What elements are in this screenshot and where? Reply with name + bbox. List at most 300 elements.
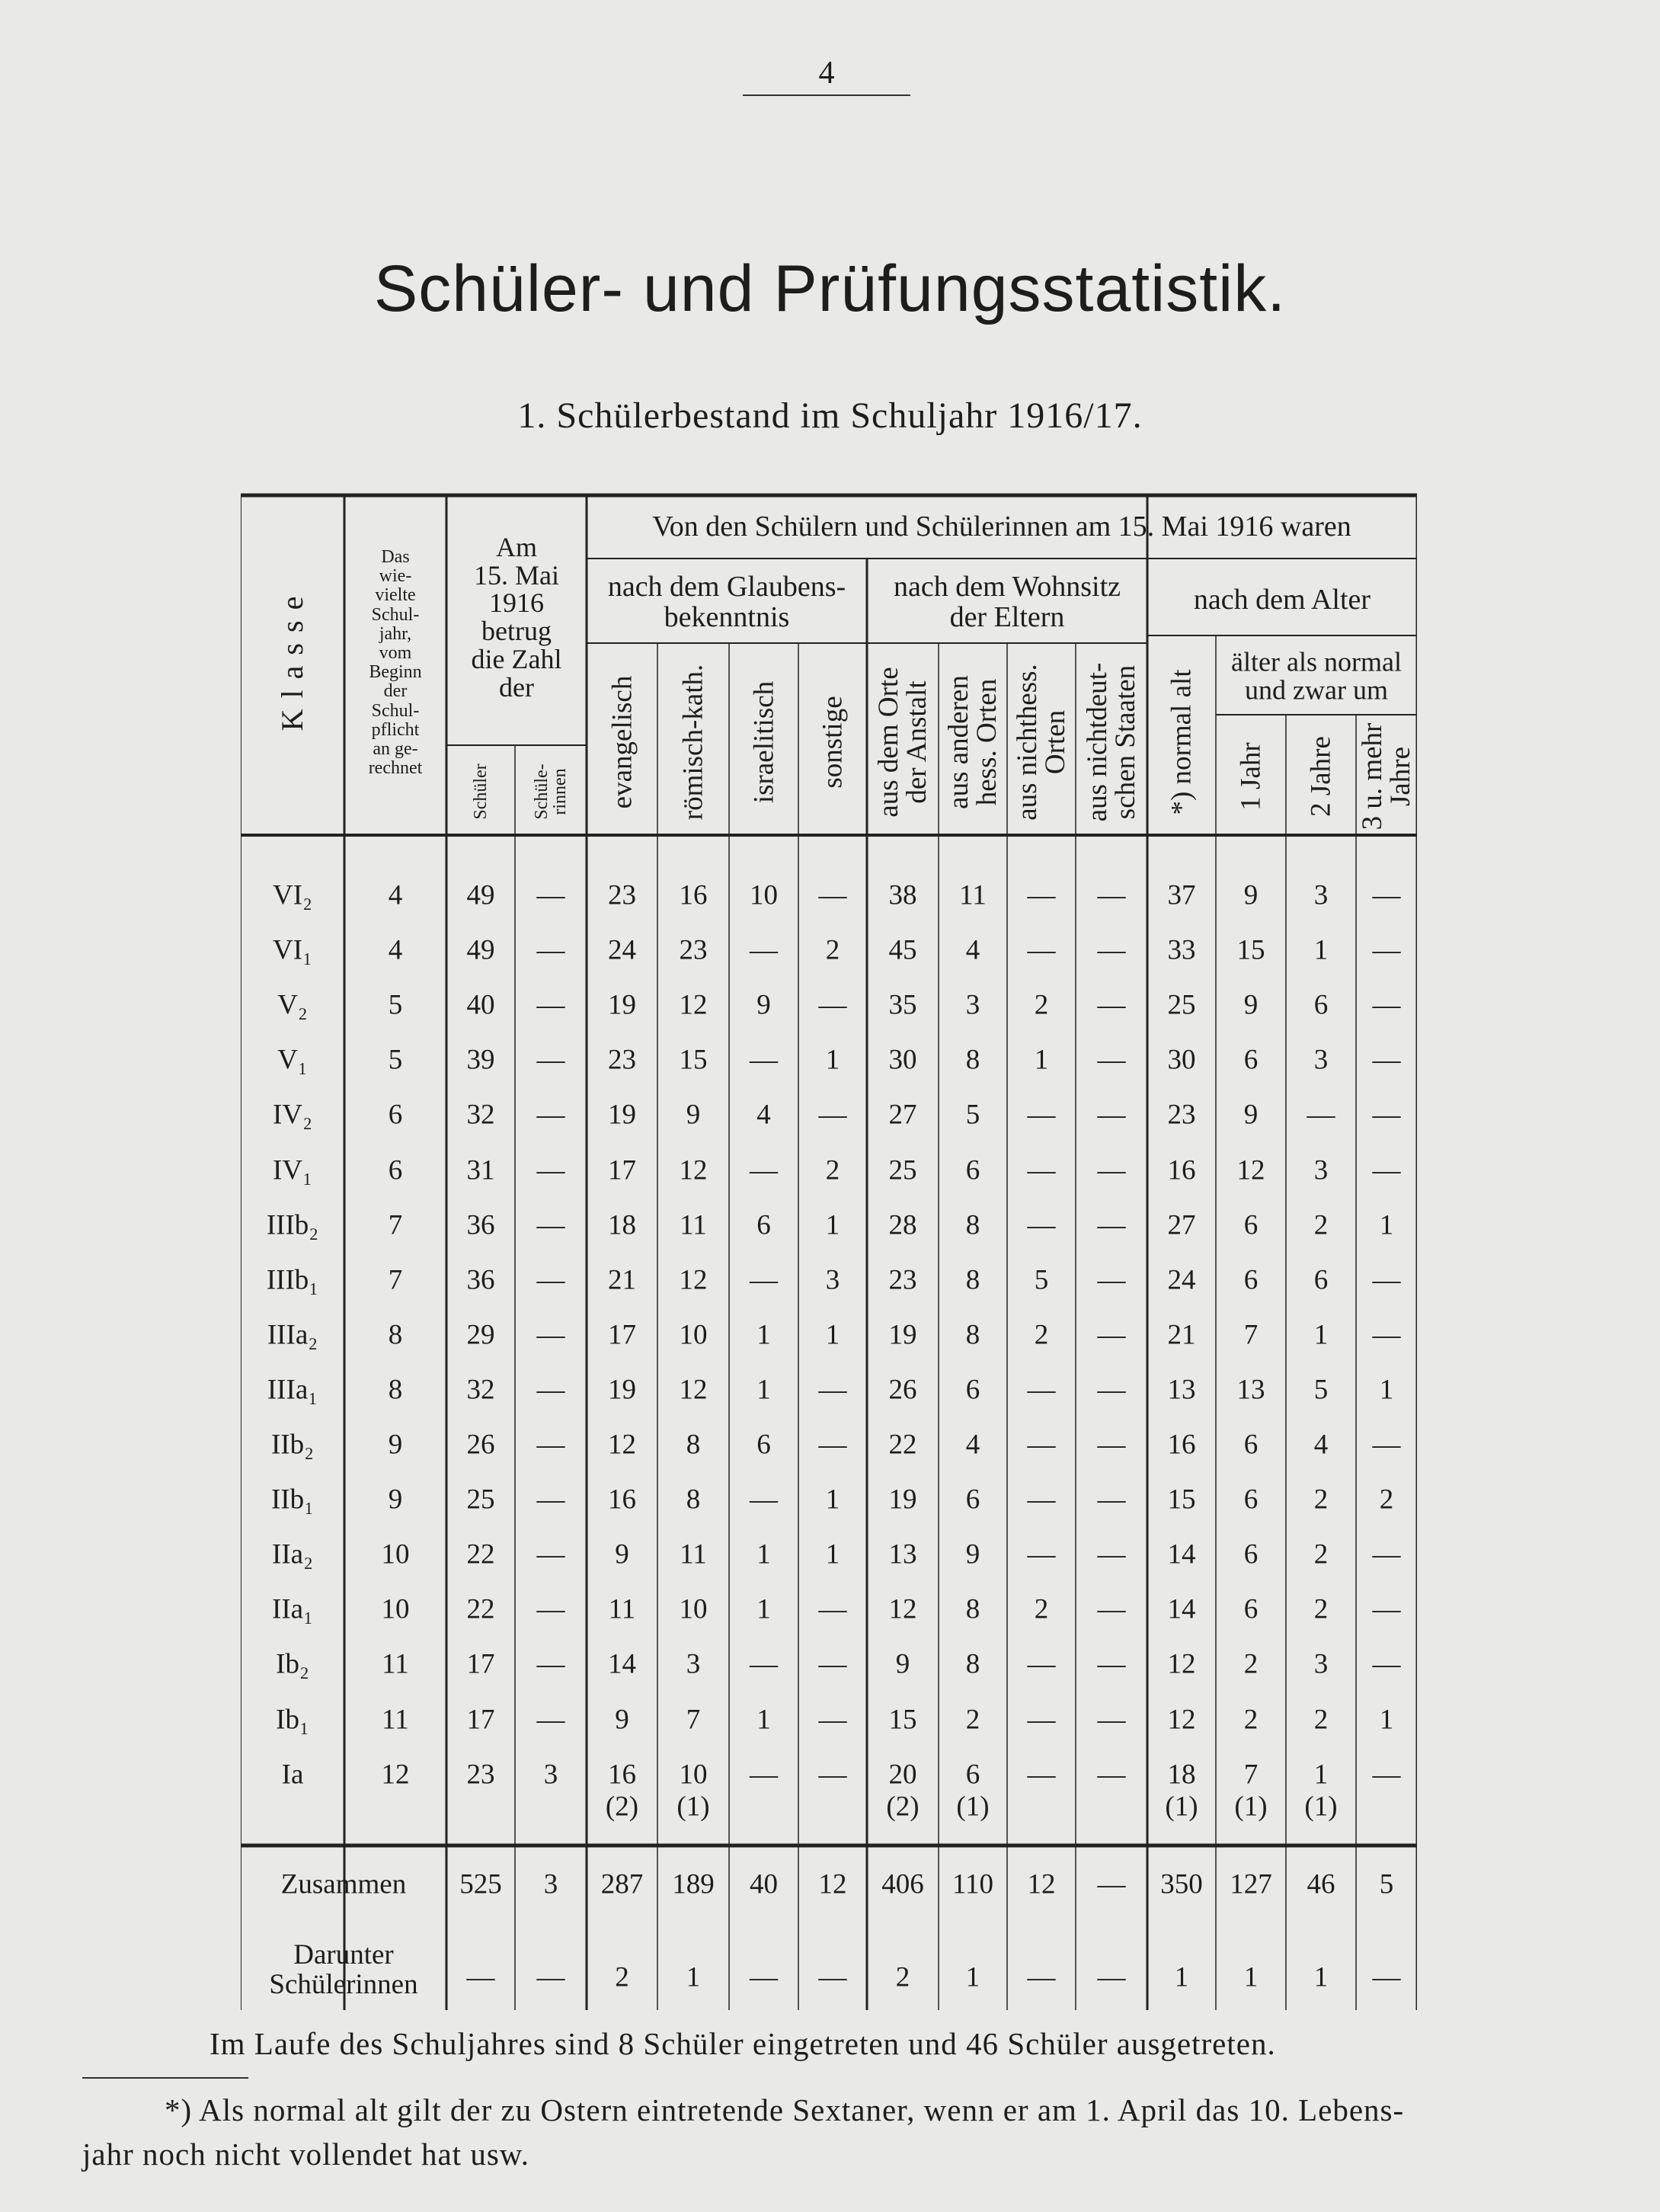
table-cell: 15	[888, 1704, 917, 1736]
table-cell: 1	[1379, 1704, 1394, 1736]
table-cell: —	[536, 879, 565, 911]
table-cell: 1	[825, 1538, 840, 1570]
header-roemisch-katholisch: römisch-kath.	[677, 664, 709, 821]
table-cell: 9	[895, 1648, 910, 1680]
table-cell: 21	[608, 1264, 636, 1296]
table-cell: —	[536, 989, 565, 1021]
footnote-line-2: jahr noch nicht vollendet hat usw.	[82, 2137, 529, 2172]
table-cell: 10	[750, 879, 778, 911]
table-cell: 37	[1167, 879, 1196, 911]
header-nach-dem-alter: nach dem Alter	[1193, 584, 1371, 616]
table-cell: 1	[756, 1593, 771, 1625]
table-cell: —	[818, 1374, 847, 1406]
table-cell: —	[536, 1374, 565, 1406]
table-cell: 8	[686, 1484, 701, 1516]
table-cell: —	[1372, 989, 1401, 1021]
table-cell: 2	[1313, 1209, 1329, 1241]
table-cell: —	[818, 1593, 847, 1625]
footnote-rule	[82, 2077, 248, 2079]
table-cell: 45	[888, 934, 917, 966]
header-3-und-mehr-jahre: 3 u. mehr Jahre	[1357, 722, 1416, 831]
table-cell: —	[1097, 1704, 1126, 1736]
table-cell: 3	[1313, 1044, 1329, 1076]
table-cell: 17	[466, 1648, 495, 1680]
table-cell: 38	[888, 879, 917, 911]
total-cell: 46	[1307, 1868, 1335, 1900]
table-cell: 4	[1313, 1429, 1329, 1461]
table-cell: 25	[466, 1484, 495, 1516]
class-label: Ib₂	[276, 1648, 309, 1680]
table-cell-girls-sub: (2)	[886, 1791, 920, 1823]
table-cell: 12	[1236, 1154, 1265, 1186]
table-cell: 10	[381, 1538, 410, 1570]
table-cell: 3	[1313, 1648, 1329, 1680]
table-cell: 6	[1243, 1484, 1259, 1516]
table-cell: 6	[756, 1209, 771, 1241]
table-cell: 12	[679, 1374, 708, 1406]
total-cell: 110	[952, 1868, 994, 1900]
class-label: VI₂	[273, 879, 312, 911]
header-ort-der-anstalt: aus dem Orte der Anstalt	[873, 667, 932, 818]
table-cell: —	[1097, 1099, 1126, 1131]
table-cell: —	[1372, 1044, 1401, 1076]
table-cell: 9	[615, 1704, 629, 1736]
table-cell: —	[1027, 1648, 1056, 1680]
table-cell: 9	[965, 1538, 980, 1570]
table-cell: 9	[1243, 989, 1259, 1021]
footnote-line-1: *) Als normal alt gilt der zu Ostern eintretende Sextaner, wenn er am 1. April das 10. Lebens-	[165, 2092, 1405, 2127]
header-2-jahre: 2 Jahre	[1305, 736, 1337, 817]
table-cell: 32	[466, 1374, 495, 1406]
table-cell: —	[536, 1704, 565, 1736]
table-cell: 27	[888, 1099, 917, 1131]
total-cell: —	[1097, 1868, 1126, 1900]
table-cell: —	[1097, 1044, 1126, 1076]
table-cell: 6	[1313, 989, 1329, 1021]
table-cell: 6	[1243, 1429, 1259, 1461]
table-cell: —	[1097, 1484, 1126, 1516]
table-cell: 29	[466, 1319, 495, 1351]
table-cell: —	[1097, 1759, 1126, 1791]
total-cell: 406	[881, 1868, 924, 1900]
table-cell: 5	[1313, 1374, 1329, 1406]
table-cell: 10	[679, 1593, 708, 1625]
table-cell: —	[818, 989, 847, 1021]
table-cell: 4	[388, 934, 403, 966]
table-cell: 12	[1167, 1704, 1196, 1736]
table-cell: 4	[756, 1099, 771, 1131]
class-label: IIIb₂	[266, 1209, 319, 1241]
enrollment-note: Im Laufe des Schuljahres sind 8 Schüler eingetreten und 46 Schüler ausgetreten.	[209, 2026, 1276, 2061]
table-cell: —	[536, 1429, 565, 1461]
table-cell: 4	[388, 879, 403, 911]
header-von-den-schuelern: Von den Schülern und Schülerinnen am 15. Mai 1916 waren	[652, 511, 1351, 543]
table-cell: 2	[1313, 1704, 1329, 1736]
table-cell: —	[1372, 879, 1401, 911]
table-cell: 13	[888, 1538, 917, 1570]
table-cell: 23	[608, 879, 636, 911]
table-cell: 9	[1243, 879, 1259, 911]
table-cell: 2	[1313, 1484, 1329, 1516]
table-cell: —	[536, 1593, 565, 1625]
table-cell: —	[818, 1759, 847, 1791]
table-cell: 2	[825, 1154, 840, 1186]
table-cell: —	[1097, 1648, 1126, 1680]
table-cell: 3	[543, 1759, 558, 1791]
table-cell: —	[1097, 879, 1126, 911]
table-cell: —	[1097, 989, 1126, 1021]
header-nichtdeutsche-staaten: aus nichtdeut- schen Staaten	[1082, 662, 1141, 822]
table-cell: 2	[1313, 1593, 1329, 1625]
page-number: 4	[818, 56, 835, 91]
table-cell: 21	[1167, 1319, 1196, 1351]
table-cell: 6	[1243, 1044, 1259, 1076]
table-cell: —	[1372, 1648, 1401, 1680]
table-cell: 17	[466, 1704, 495, 1736]
table-cell: 8	[388, 1374, 403, 1406]
girls-cell: —	[536, 1961, 565, 1993]
table-cell: 9	[388, 1484, 403, 1516]
table-cell: 3	[1313, 1154, 1329, 1186]
girls-label: Darunter Schülerinnen	[269, 1939, 418, 2000]
table-cell: —	[1097, 1593, 1126, 1625]
table-cell: —	[1097, 1429, 1126, 1461]
table-cell: —	[1372, 1319, 1401, 1351]
table-cell: —	[750, 1264, 778, 1296]
header-glaubensbekenntnis: nach dem Glaubens- bekenntnis	[607, 571, 846, 633]
header-aelter-als-normal: älter als normal und zwar um	[1231, 646, 1402, 705]
table-cell: 6	[388, 1099, 403, 1131]
table-cell: 19	[608, 1374, 636, 1406]
table-cell: —	[818, 1704, 847, 1736]
table-cell: —	[1027, 879, 1056, 911]
table-cell: —	[1372, 1538, 1401, 1570]
table-cell: 11	[680, 1209, 707, 1241]
girls-cell: 1	[686, 1961, 701, 1993]
girls-cell: 1	[965, 1961, 980, 1993]
table-cell: 23	[466, 1759, 495, 1791]
table-cell: —	[536, 1484, 565, 1516]
table-cell: 16	[679, 879, 708, 911]
table-cell: 14	[1167, 1593, 1196, 1625]
table-cell: —	[1307, 1099, 1335, 1131]
table-cell: 6	[1243, 1264, 1259, 1296]
table-cell: 8	[965, 1593, 980, 1625]
class-label: IIb₂	[270, 1429, 315, 1461]
table-cell: 8	[965, 1264, 980, 1296]
table-cell: —	[1372, 934, 1401, 966]
table-cell: 3	[686, 1648, 701, 1680]
girls-cell: —	[1027, 1961, 1056, 1993]
girls-cell: —	[466, 1961, 495, 1993]
table-cell: 15	[679, 1044, 708, 1076]
table-cell: 2	[965, 1704, 980, 1736]
table-cell: —	[536, 1209, 565, 1241]
table-cell: 4	[965, 1429, 980, 1461]
table-cell: —	[1097, 1264, 1126, 1296]
table-cell: —	[536, 1264, 565, 1296]
table-cell: 10	[679, 1759, 708, 1791]
table-cell: 1	[825, 1209, 840, 1241]
table-cell: 11	[680, 1538, 707, 1570]
girls-cell: 2	[895, 1961, 910, 1993]
girls-cell: 1	[1243, 1961, 1259, 1993]
table-cell: 11	[608, 1593, 636, 1625]
header-normal-alt: *) normal alt	[1166, 669, 1198, 815]
table-cell: —	[750, 1759, 778, 1791]
table-cell: —	[1097, 1209, 1126, 1241]
table-cell: 16	[608, 1759, 636, 1791]
header-am-15-mai: Am 15. Mai 1916 betrug die Zahl der	[471, 531, 562, 703]
class-label: V₂	[277, 989, 308, 1021]
table-cell: 6	[965, 1154, 980, 1186]
total-cell: 12	[818, 1868, 847, 1900]
table-cell: —	[818, 1429, 847, 1461]
table-cell: 2	[1034, 1593, 1049, 1625]
table-cell: —	[1027, 1759, 1056, 1791]
table-cell: 1	[1379, 1209, 1394, 1241]
table-cell: 6	[388, 1154, 403, 1186]
table-cell: 9	[1243, 1099, 1259, 1131]
student-statistics-table	[241, 491, 1417, 2012]
table-cell: 28	[888, 1209, 917, 1241]
table-cell: 13	[1167, 1374, 1196, 1406]
table-cell: 1	[756, 1374, 771, 1406]
class-label: VI₁	[273, 934, 312, 966]
table-cell: —	[750, 1154, 778, 1186]
table-cell: 2	[1379, 1484, 1394, 1516]
table-cell: 3	[965, 989, 980, 1021]
table-cell: 3	[825, 1264, 840, 1296]
table-cell: 6	[965, 1484, 980, 1516]
total-cell: 350	[1160, 1868, 1203, 1900]
table-cell: —	[536, 1099, 565, 1131]
table-cell: 24	[608, 934, 636, 966]
table-cell: —	[750, 1648, 778, 1680]
table-cell: 22	[466, 1593, 495, 1625]
class-label: IV₁	[273, 1154, 312, 1186]
table-cell: 24	[1167, 1264, 1196, 1296]
table-cell: 49	[466, 934, 495, 966]
header-schuljahr: Das wie- vielte Schul- jahr, vom Beginn der Schul- pflicht an ge- rechnet	[368, 546, 423, 778]
table-cell: 6	[1313, 1264, 1329, 1296]
table-cell: 23	[608, 1044, 636, 1076]
table-cell: 11	[959, 879, 987, 911]
table-cell: 13	[1236, 1374, 1265, 1406]
table-cell: —	[1097, 1374, 1126, 1406]
table-cell: 8	[965, 1648, 980, 1680]
table-cell: 2	[1243, 1648, 1259, 1680]
table-cell: 16	[608, 1484, 636, 1516]
table-cell: —	[1097, 1319, 1126, 1351]
table-cell: —	[1372, 1759, 1401, 1791]
class-label: IIIb₁	[266, 1264, 319, 1296]
table-cell: 9	[756, 989, 771, 1021]
header-klasse: Klasse	[275, 585, 309, 731]
class-label: IIa₂	[272, 1538, 313, 1570]
table-cell: —	[750, 934, 778, 966]
table-cell: 11	[382, 1648, 409, 1680]
table-cell: —	[1027, 1484, 1056, 1516]
table-cell: 2	[1034, 1319, 1049, 1351]
table-cell: —	[1027, 1374, 1056, 1406]
table-cell: 30	[888, 1044, 917, 1076]
class-label: V₁	[277, 1044, 308, 1076]
table-subtitle: 1. Schülerbestand im Schuljahr 1916/17.	[517, 395, 1143, 436]
class-label: IIIa₁	[267, 1374, 318, 1406]
total-cell: 5	[1379, 1868, 1394, 1900]
table-cell: 8	[965, 1044, 980, 1076]
table-cell: —	[536, 1648, 565, 1680]
header-schuelerinnen: Schüle- rinnen	[532, 763, 570, 820]
table-cell: 10	[679, 1319, 708, 1351]
table-cell: 9	[388, 1429, 403, 1461]
table-cell: 6	[965, 1759, 980, 1791]
table-cell: 7	[1243, 1759, 1259, 1791]
table-cell: 32	[466, 1099, 495, 1131]
class-label: IIa₁	[272, 1593, 313, 1625]
table-cell: 12	[888, 1593, 917, 1625]
table-cell: 12	[608, 1429, 636, 1461]
table-cell: 7	[686, 1704, 701, 1736]
table-cell: —	[1027, 1099, 1056, 1131]
table-cell: 6	[1243, 1209, 1259, 1241]
table-cell: 25	[1167, 989, 1196, 1021]
table-cell: —	[1097, 934, 1126, 966]
table-cell: 10	[381, 1593, 410, 1625]
class-label: Ib₁	[276, 1704, 309, 1736]
table-cell: 17	[608, 1319, 636, 1351]
class-label: Ia	[281, 1759, 304, 1791]
table-cell: —	[1372, 1593, 1401, 1625]
table-cell: 2	[1313, 1538, 1329, 1570]
girls-cell: —	[750, 1961, 778, 1993]
table-cell: 26	[466, 1429, 495, 1461]
table-cell: 49	[466, 879, 495, 911]
table-cell: —	[1027, 1209, 1056, 1241]
table-cell: 2	[825, 934, 840, 966]
table-cell: 1	[756, 1704, 771, 1736]
table-cell: 19	[888, 1319, 917, 1351]
girls-cell: 1	[1174, 1961, 1189, 1993]
table-cell-girls-sub: (2)	[605, 1791, 639, 1823]
table-cell: 15	[1236, 934, 1265, 966]
girls-cell: —	[818, 1961, 847, 1993]
table-cell: 5	[965, 1099, 980, 1131]
table-cell: 7	[388, 1209, 403, 1241]
table-cell: 1	[1313, 1319, 1329, 1351]
table-cell-girls-sub: (1)	[676, 1791, 710, 1823]
table-cell: 12	[679, 989, 708, 1021]
table-cell: 2	[1243, 1704, 1259, 1736]
class-label: IIIa₂	[267, 1319, 318, 1351]
table-cell: 7	[388, 1264, 403, 1296]
page-number-rule	[743, 94, 910, 96]
table-cell: —	[818, 1648, 847, 1680]
table-cell: 1	[756, 1538, 771, 1570]
table-cell: 1	[825, 1044, 840, 1076]
table-cell: 23	[888, 1264, 917, 1296]
table-cell: 1	[1034, 1044, 1049, 1076]
table-cell: 1	[825, 1484, 840, 1516]
table-cell: 8	[388, 1319, 403, 1351]
total-cell: 287	[600, 1868, 644, 1900]
table-cell: 1	[1313, 1759, 1329, 1791]
table-cell: 31	[466, 1154, 495, 1186]
table-cell: —	[1372, 1154, 1401, 1186]
table-cell: 2	[1034, 989, 1049, 1021]
table-cell: 8	[965, 1209, 980, 1241]
total-cell: 189	[672, 1868, 715, 1900]
total-cell: 12	[1027, 1868, 1056, 1900]
table-cell: —	[750, 1484, 778, 1516]
table-cell-girls-sub: (1)	[1165, 1791, 1198, 1823]
table-cell: 6	[756, 1429, 771, 1461]
table-cell: —	[1027, 934, 1056, 966]
table-cell: 30	[1167, 1044, 1196, 1076]
table-cell: 35	[888, 989, 917, 1021]
table-cell: 16	[1167, 1154, 1196, 1186]
header-1-jahr: 1 Jahr	[1235, 742, 1267, 811]
table-cell-girls-sub: (1)	[1234, 1791, 1268, 1823]
header-andere-hess-orte: aus anderen hess. Orten	[943, 675, 1003, 809]
table-cell: 19	[608, 1099, 636, 1131]
table-cell: 6	[1243, 1538, 1259, 1570]
table-cell: —	[536, 1319, 565, 1351]
total-cell: 40	[750, 1868, 778, 1900]
header-sonstige: sonstige	[817, 696, 849, 789]
table-cell: 3	[1313, 879, 1329, 911]
table-cell: 15	[1167, 1484, 1196, 1516]
table-cell: 27	[1167, 1209, 1196, 1241]
table-cell: 25	[888, 1154, 917, 1186]
table-cell: —	[1097, 1538, 1126, 1570]
table-cell: —	[1372, 1429, 1401, 1461]
table-cell: 5	[388, 989, 403, 1021]
table-cell: 1	[756, 1319, 771, 1351]
table-cell: 4	[965, 934, 980, 966]
table-cell: —	[750, 1044, 778, 1076]
table-cell: 7	[1243, 1319, 1259, 1351]
table-cell: 8	[686, 1429, 701, 1461]
table-cell: 20	[888, 1759, 917, 1791]
total-cell: 3	[543, 1868, 558, 1900]
total-cell: 127	[1230, 1868, 1272, 1900]
table-cell: 5	[388, 1044, 403, 1076]
table-cell: 19	[888, 1484, 917, 1516]
table-cell: —	[1372, 1264, 1401, 1296]
table-cell: —	[1027, 1704, 1056, 1736]
table-cell: 19	[608, 989, 636, 1021]
girls-cell: 2	[615, 1961, 629, 1993]
header-nichthess-orte: aus nichthess. Orten	[1012, 664, 1071, 821]
table-cell: 26	[888, 1374, 917, 1406]
table-cell: 12	[381, 1759, 410, 1791]
total-label: Zusammen	[280, 1868, 407, 1900]
class-label: IV₂	[273, 1099, 312, 1131]
girls-cell: 1	[1313, 1961, 1329, 1993]
table-cell: 18	[1167, 1759, 1196, 1791]
header-wohnsitz: nach dem Wohnsitz der Eltern	[893, 571, 1121, 633]
table-cell: 8	[965, 1319, 980, 1351]
table-cell: 17	[608, 1154, 636, 1186]
table-cell: 22	[466, 1538, 495, 1570]
table-cell: —	[536, 1044, 565, 1076]
table-cell: —	[1027, 1538, 1056, 1570]
table-cell: 36	[466, 1264, 495, 1296]
table-cell: —	[536, 1538, 565, 1570]
table-cell: 6	[965, 1374, 980, 1406]
